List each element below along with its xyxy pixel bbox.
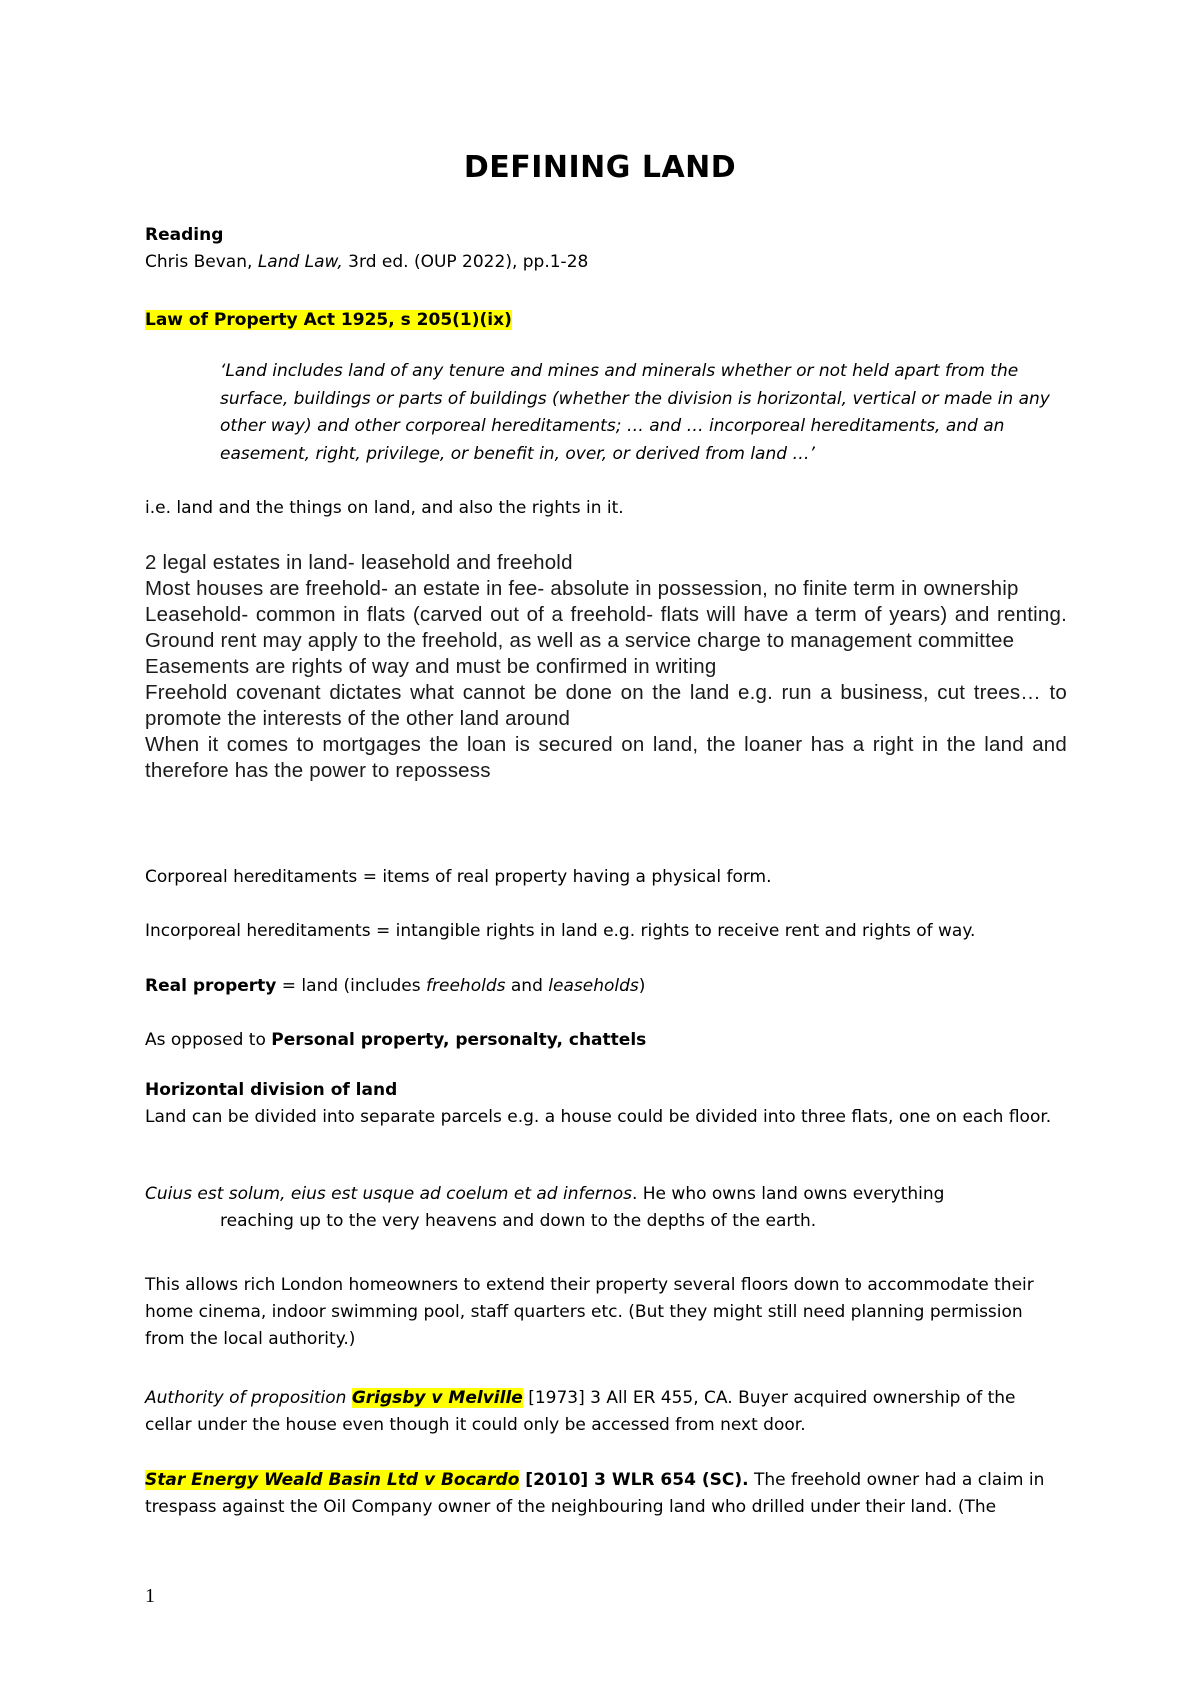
statute-quote: ‘Land includes land of any tenure and mines and minerals whether or not held apart from the surface, buildings or parts of buildings (whether the division is horizontal, vertical or made in any other way) and other corporeal hereditaments; … and … incorporeal hereditaments, and an easement, right, privilege, or benefit in, over, or derived from land …’ [220,361,1050,464]
conjunction: and [505,976,549,996]
london-paragraph: This allows rich London homeowners to extend their property several floors down to accommodate their home cinema, indoor swimming pool, staff quarters etc. (But they might still need planning permission from the local authority.) [145,1275,1034,1349]
closing-paren: ) [638,976,646,996]
star-energy-case-name: Star Energy Weald Basin Ltd v Bocardo [145,1470,520,1490]
statute-heading-row [145,307,1065,334]
incorporeal-definition: Incorporeal hereditaments = intangible rights in land e.g. rights to receive rent and rights of way. [145,921,976,941]
page-title: DEFINING LAND [463,150,737,185]
statute-heading: Law of Property Act 1925, s 205(1)(ix) [145,310,512,330]
freeholds-term: freeholds [426,976,506,996]
page-number: 1 [145,1585,155,1607]
reading-book-title: Land Law, [257,252,343,272]
maxim-paragraph [145,1181,1065,1235]
horizontal-heading: Horizontal division of land [145,1080,398,1100]
personal-prefix: As opposed to [145,1030,272,1050]
grigsby-paragraph [145,1385,1065,1439]
horizontal-division-section [145,1077,1065,1131]
note-item: Leasehold- common in flats (carved out of a freehold- flats will have a term of years) and renting. Ground rent may apply to the freehold, as well as a service charge to management committee [145,603,1067,652]
grigsby-text: Buyer acquired ownership of the cellar under the house even though it could only be accessed from next door. [145,1388,1016,1435]
horizontal-text: Land can be divided into separate parcels e.g. a house could be divided into three flats, one on each floor. [145,1107,1052,1127]
leaseholds-term: leaseholds [548,976,639,996]
real-property-definition [145,973,1065,1000]
grigsby-citation: [1973] 3 All ER 455, CA. [522,1388,733,1408]
statute-summary: i.e. land and the things on land, and also the rights in it. [145,498,624,518]
note-item: Most houses are freehold- an estate in fee- absolute in possession, no finite term in ownership [145,577,1019,600]
grigsby-prefix: Authority of proposition [145,1388,352,1408]
real-property-def: = land (includes [276,976,427,996]
note-item: When it comes to mortgages the loan is secured on land, the loaner has a right in the land and therefore has the power to repossess [145,733,1067,782]
star-energy-citation: [2010] 3 WLR 654 (SC). [519,1470,749,1490]
reading-section [145,222,1065,276]
personal-property-term: Personal property, personalty, chattels [271,1030,647,1050]
reading-citation [145,249,1065,276]
maxim-line-1 [145,1181,1065,1208]
corporeal-definition [145,864,1065,891]
handwritten-notes [145,550,1067,784]
star-energy-paragraph [145,1467,1065,1521]
note-item: Easements are rights of way and must be confirmed in writing [145,655,717,678]
reading-heading: Reading [145,225,224,245]
reading-details: 3rd ed. (OUP 2022), pp.1-28 [342,252,589,272]
grigsby-case-name: Grigsby v Melville [351,1388,523,1408]
maxim-translation-1: . He who owns land owns everything [631,1184,945,1204]
note-item: Freehold covenant dictates what cannot be done on the land e.g. run a business, cut trees… to promote the interests of the other land around [145,681,1067,730]
latin-maxim: Cuius est solum, eius est usque ad coelum et ad infernos [145,1184,632,1204]
star-energy-text: The freehold owner had a claim in trespass against the Oil Company owner of the neighbouring land who drilled under their land. (The [145,1470,1045,1517]
personal-property-line [145,1027,1065,1054]
reading-author: Chris Bevan, [145,252,258,272]
maxim-translation-2: reaching up to the very heavens and down to the depths of the earth. [220,1211,817,1231]
corporeal-term: Corporeal hereditaments [145,867,358,887]
note-item: 2 legal estates in land- leasehold and freehold [145,551,573,574]
corporeal-def: = items of real property having a physical form. [357,867,772,887]
real-property-term: Real property [145,976,277,996]
